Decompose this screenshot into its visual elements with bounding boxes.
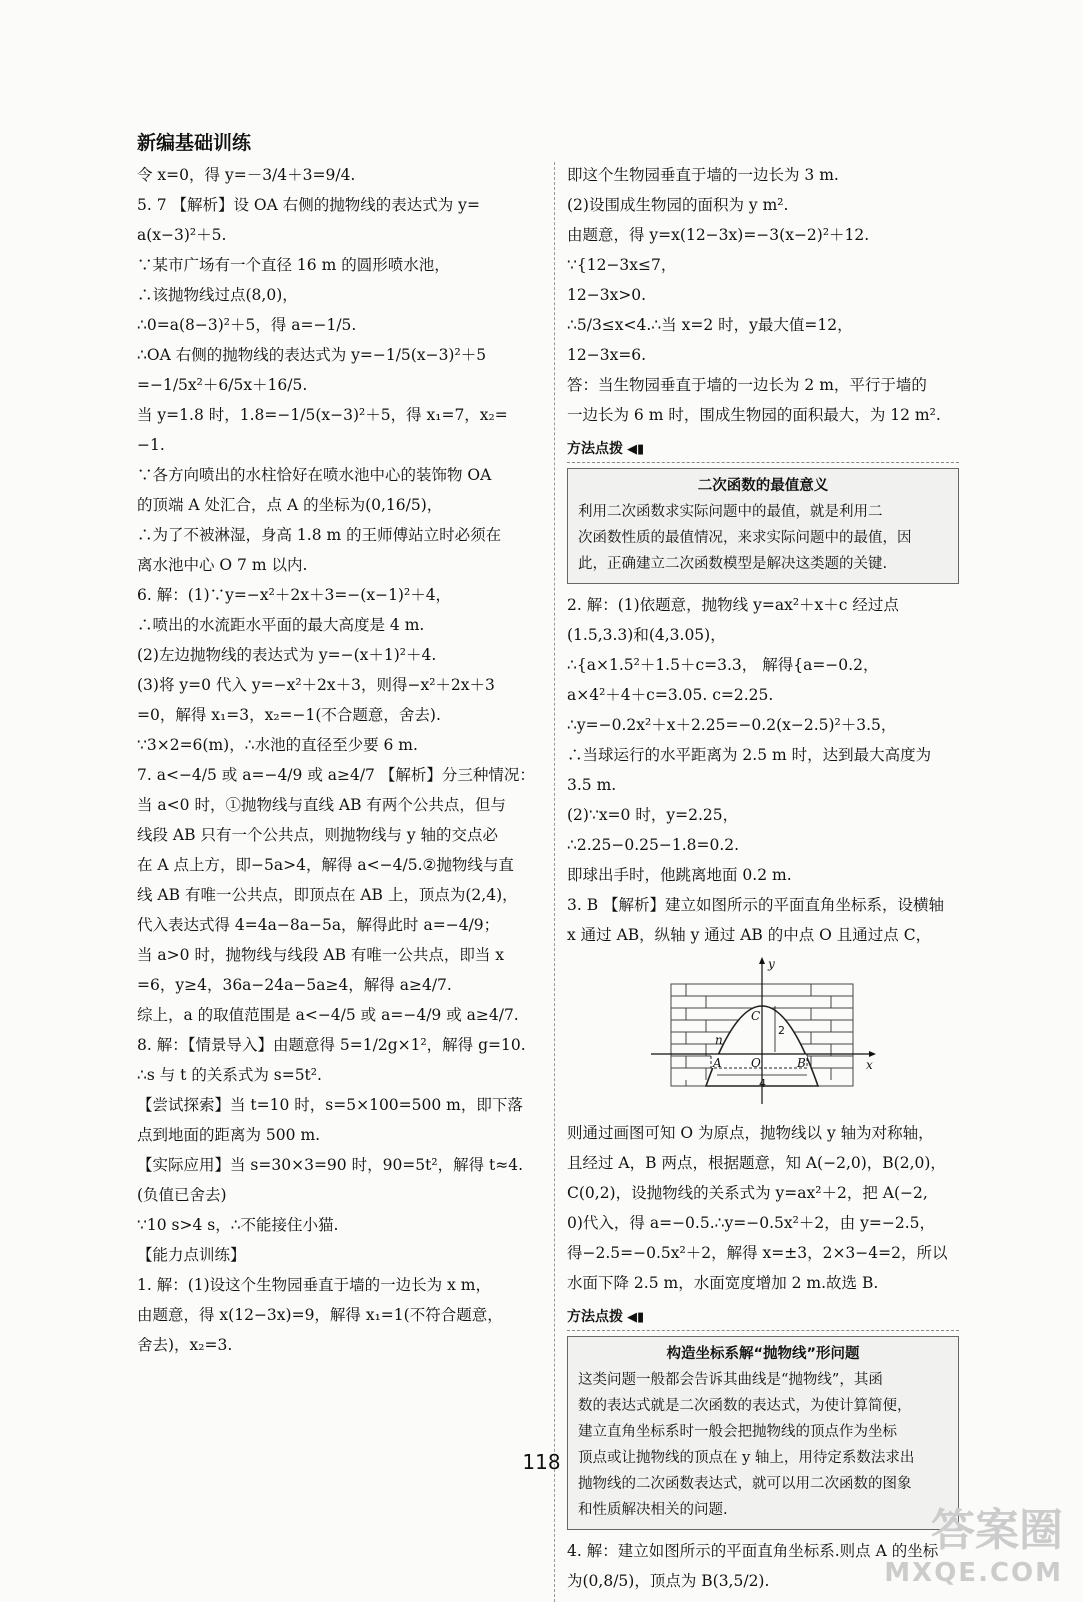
watermark	[884, 1494, 1063, 1588]
text-line: ∴{a×1.5²＋1.5＋c=3.3， 解得{a=−0.2，	[567, 656, 879, 674]
text-line: 【能力点训练】	[137, 1246, 246, 1264]
text-line: 7. a<−4/5 或 a=−4/9 或 a≥4/7 【解析】分三种情况：	[137, 766, 535, 784]
text-line: 在 A 点上方，即−5a>4，解得 a<−4/5.②抛物线与直	[137, 856, 514, 874]
answer-block-2	[567, 590, 959, 950]
page-number: 118	[522, 1450, 561, 1474]
point-a-label: A	[713, 1056, 722, 1070]
method-tip-label-text: 方法点拨	[567, 441, 623, 457]
text-line: 12−3x>0.	[567, 286, 647, 304]
text-line: 3. B 【解析】建立如图所示的平面直角坐标系，设横轴	[567, 896, 945, 914]
text-line: 此，正确建立二次函数模型是解决这类题的关键.	[578, 556, 888, 572]
text-line: 1. 解：(1)设这个生物园垂直于墙的一边长为 x m，	[137, 1276, 491, 1294]
text-line: (2)左边抛物线的表达式为 y=−(x＋1)²＋4.	[137, 646, 437, 664]
answer-block-3	[567, 1118, 959, 1298]
text-line: 由题意，得 y=x(12−3x)=−3(x−2)²＋12.	[567, 226, 870, 244]
text-line: 5. 7 【解析】设 OA 右侧的抛物线的表达式为 y=	[137, 196, 480, 214]
left-column	[137, 160, 547, 1360]
text-line: ∴喷出的水流距水平面的最大高度是 4 m.	[137, 616, 425, 634]
text-line: (2)设围成生物园的面积为 y m².	[567, 196, 789, 214]
text-line: 当 a<0 时，①抛物线与直线 AB 有两个公共点，但与	[137, 796, 506, 814]
text-line: (1.5,3.3)和(4,3.05)，	[567, 626, 726, 644]
text-line: 6. 解：(1)∵y=−x²＋2x＋3=−(x−1)²＋4，	[137, 586, 452, 604]
text-line: 的顶端 A 处汇合，点 A 的坐标为(0,16/5)，	[137, 496, 443, 514]
tip-title: 二次函数的最值意义	[697, 478, 829, 494]
text-line: =0，解得 x₁=3，x₂=−1(不合题意，舍去).	[137, 706, 441, 724]
method-tip-label-text: 方法点拨	[567, 1309, 623, 1325]
text-line: 抛物线的二次函数表达式，就可以用二次函数的图象	[578, 1476, 912, 1492]
text-line: 综上，a 的取值范围是 a<−4/5 或 a=−4/9 或 a≥4/7.	[137, 1006, 519, 1024]
origin-label: O	[751, 1056, 761, 1070]
text-line: 8. 解：【情景导入】由题意得 5=1/2g×1²，解得 g=10.	[137, 1036, 526, 1054]
text-line: 【实际应用】当 s=30×3=90 时，90=5t²，解得 t≈4.	[137, 1156, 524, 1174]
text-line: 代入表达式得 4=4a−8a−5a，解得此时 a=−4/9；	[137, 916, 500, 934]
text-line: 次函数性质的最值情况，来求实际问题中的最值，因	[578, 530, 912, 546]
text-line: 即这个生物园垂直于墙的一边长为 3 m.	[567, 166, 839, 184]
method-tip-label-1	[567, 436, 959, 463]
y-axis-label: y	[768, 957, 775, 971]
n-label: n	[715, 1033, 723, 1047]
text-line: 水面下降 2.5 m，水面宽度增加 2 m.故选 B.	[567, 1274, 879, 1292]
text-line: 【尝试探索】当 t=10 时，s=5×100=500 m，即下落	[137, 1096, 523, 1114]
text-line: a×4²＋4＋c=3.05. c=2.25.	[567, 686, 774, 704]
text-line: a(x−3)²＋5.	[137, 226, 227, 244]
text-line: ∴当球运行的水平距离为 2.5 m 时，达到最大高度为	[567, 746, 932, 764]
speaker-icon: ◀▮	[627, 442, 645, 457]
watermark-line-2: MXQE.COM	[884, 1558, 1063, 1588]
text-line: 一边长为 6 m 时，围成生物园的面积最大，为 12 m².	[567, 406, 941, 424]
text-line: ∵某市广场有一个直径 16 m 的圆形喷水池，	[137, 256, 450, 274]
text-line: 则通过画图可知 O 为原点，抛物线以 y 轴为对称轴，	[567, 1124, 934, 1142]
point-c-label: C	[751, 1009, 761, 1023]
text-line: ∴OA 右侧的抛物线的表达式为 y=−1/5(x−3)²＋5	[137, 346, 487, 364]
method-tip-label-2	[567, 1304, 959, 1331]
text-line: ∴2.25−0.25−1.8=0.2.	[567, 836, 740, 854]
text-line: 2. 解：(1)依题意，抛物线 y=ax²＋x＋c 经过点	[567, 596, 899, 614]
text-line: ∴0=a(8−3)²＋5，得 a=−1/5.	[137, 316, 357, 334]
tip-title: 构造坐标系解“抛物线”形问题	[666, 1346, 860, 1362]
text-line: 得−2.5=−0.5x²＋2，解得 x=±3，2×3−4=2，所以	[567, 1244, 948, 1262]
text-line: 0)代入，得 a=−0.5.∴y=−0.5x²＋2，由 y=−2.5，	[567, 1214, 935, 1232]
text-line: 当 y=1.8 时，1.8=−1/5(x−3)²＋5，得 x₁=7，x₂=	[137, 406, 508, 424]
text-line: 数的表达式就是二次函数的表达式，为使计算简便，	[578, 1398, 912, 1414]
page-header: 新编基础训练	[137, 132, 252, 154]
text-line: 顶点或让抛物线的顶点在 y 轴上，用待定系数法求出	[578, 1450, 915, 1466]
text-line: C(0,2)，设抛物线的关系式为 y=ax²＋2，把 A(−2,	[567, 1184, 928, 1202]
text-line: 令 x=0，得 y=－3/4＋3=9/4.	[137, 166, 356, 184]
text-line: ∴该抛物线过点(8,0)，	[137, 286, 298, 304]
text-line: 4. 解：建立如图所示的平面直角坐标系.则点 A 的坐标	[567, 1542, 939, 1560]
x-axis-label: x	[866, 1058, 873, 1072]
text-line: ∴s 与 t 的关系式为 s=5t².	[137, 1066, 322, 1084]
text-line: 和性质解决相关的问题.	[578, 1502, 728, 1518]
text-line: ∵{12−3x≤7，	[567, 256, 677, 274]
text-line: (3)将 y=0 代入 y=−x²＋2x＋3，则得−x²＋2x＋3	[137, 676, 495, 694]
right-column	[567, 160, 959, 1596]
text-line: ∴5/3≤x<4.∴当 x=2 时，y最大值=12，	[567, 316, 853, 334]
answer-block-1	[567, 160, 959, 430]
text-line: ∵3×2=6(m)，∴水池的直径至少要 6 m.	[137, 736, 418, 754]
text-line: 答：当生物园垂直于墙的一边长为 2 m，平行于墙的	[567, 376, 927, 394]
height-label: 2	[778, 1024, 785, 1037]
column-divider	[554, 162, 555, 1602]
text-line: 当 a>0 时，抛物线与线段 AB 有唯一公共点，即当 x	[137, 946, 505, 964]
width-label: 4	[759, 1077, 766, 1090]
watermark-line-1: 答案圈	[931, 1505, 1063, 1556]
text-line: =6，y≥4，36a−24a−5a≥4，解得 a≥4/7.	[137, 976, 452, 994]
method-tip-box-1	[567, 468, 959, 584]
text-line: 建立直角坐标系时一般会把抛物线的顶点作为坐标	[578, 1424, 897, 1440]
speaker-icon: ◀▮	[627, 1310, 645, 1325]
text-line: 12−3x=6.	[567, 346, 647, 364]
text-line: 线 AB 有唯一公共点，即顶点在 AB 上，顶点为(2,4)，	[137, 886, 518, 904]
text-line: 由题意，得 x(12−3x)=9，解得 x₁=1(不符合题意，	[137, 1306, 503, 1324]
parabola-tunnel-diagram	[651, 956, 881, 1106]
text-line: 这类问题一般都会告诉其曲线是“抛物线”，其函	[578, 1372, 883, 1388]
text-line: 舍去)，x₂=3.	[137, 1336, 233, 1354]
text-line: 点到地面的距离为 500 m.	[137, 1126, 321, 1144]
text-line: 离水池中心 O 7 m 以内.	[137, 556, 308, 574]
text-line: 且经过 A，B 两点，根据题意，知 A(−2,0)，B(2,0)，	[567, 1154, 946, 1172]
text-line: −1.	[137, 436, 165, 454]
point-b-label: B	[797, 1056, 806, 1070]
text-line: (负值已舍去)	[137, 1186, 227, 1204]
text-line: 3.5 m.	[567, 776, 617, 794]
text-line: 利用二次函数求实际问题中的最值，就是利用二	[578, 504, 883, 520]
text-line: 线段 AB 只有一个公共点，则抛物线与 y 轴的交点必	[137, 826, 499, 844]
text-line: (2)∵x=0 时，y=2.25，	[567, 806, 739, 824]
text-line: ∴为了不被淋湿，身高 1.8 m 的王师傅站立时必须在	[137, 526, 502, 544]
text-line: 即球出手时，他跳离地面 0.2 m.	[567, 866, 792, 884]
text-line: x 通过 AB，纵轴 y 通过 AB 的中点 O 且通过点 C，	[567, 926, 932, 944]
text-line: 为(0,8/5)，顶点为 B(3,5/2).	[567, 1572, 770, 1590]
text-line: =−1/5x²＋6/5x＋16/5.	[137, 376, 308, 394]
text-line: ∵10 s>4 s，∴不能接住小猫.	[137, 1216, 339, 1234]
text-line: ∵各方向喷出的水柱恰好在喷水池中心的装饰物 OA	[137, 466, 492, 484]
text-line: ∴y=−0.2x²＋x＋2.25=−0.2(x−2.5)²＋3.5，	[567, 716, 897, 734]
